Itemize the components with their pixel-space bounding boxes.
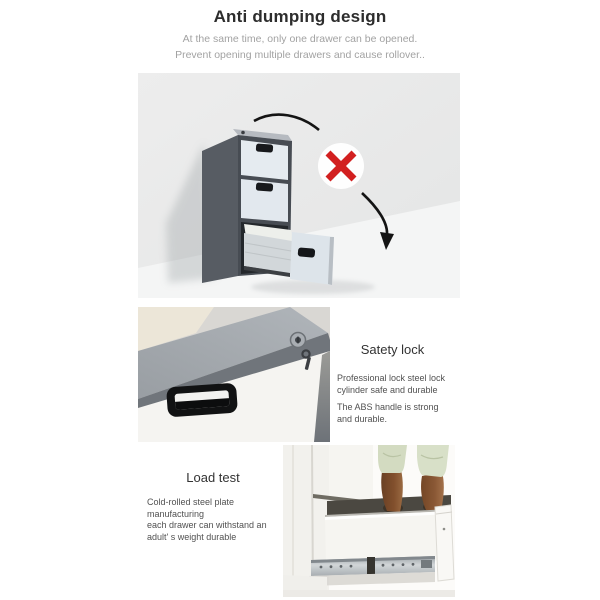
- safety-lock-paragraph-1: [337, 372, 467, 396]
- safety-lock-photo: [138, 307, 330, 442]
- load-test-line2: each drawer can withstand an: [147, 520, 267, 530]
- load-test-photo: [283, 445, 455, 597]
- anti-dumping-title: Anti dumping design: [213, 7, 387, 26]
- lock-closeup-graphic: [138, 307, 330, 442]
- lock-cylinder-icon: [291, 333, 306, 348]
- load-test-title: Load test: [186, 470, 240, 485]
- prohibit-x-icon: [318, 143, 364, 189]
- top-lock-dot: [241, 131, 245, 135]
- anti-dumping-illustration: [138, 73, 460, 298]
- shorts-right: [417, 445, 449, 477]
- safety-lock-p2-line2: and durable.: [337, 414, 388, 424]
- drawer-right-cap: [435, 505, 454, 581]
- open-drawer-handle: [298, 247, 316, 257]
- anti-dumping-subtitle-line2: Prevent opening multiple drawers and cause rollover..: [175, 49, 425, 61]
- drawer-handle-graphic: [166, 383, 238, 418]
- safety-lock-p2-line1: The ABS handle is strong: [337, 402, 439, 412]
- drawer2-handle: [256, 182, 274, 191]
- cabinet-tipover-graphic: [138, 73, 460, 298]
- drawer1-handle: [256, 143, 274, 152]
- right-leg: [421, 472, 444, 511]
- anti-dumping-subtitle-line1: At the same time, only one drawer can be opened.: [182, 33, 418, 45]
- load-test-line1: Cold-rolled steel plate manufacturing: [147, 497, 235, 519]
- safety-lock-p1-line1: Professional lock steel lock: [337, 373, 446, 383]
- shorts-left: [378, 445, 407, 473]
- safety-lock-paragraph-2: [337, 401, 467, 425]
- load-test-paragraph: [147, 497, 292, 543]
- standing-in-drawer-graphic: [283, 445, 455, 597]
- load-test-line3: adult' s weight durable: [147, 531, 237, 542]
- safety-lock-p1-line2: cylinder safe and durable: [337, 385, 438, 395]
- safety-lock-title: Satety lock: [360, 342, 425, 357]
